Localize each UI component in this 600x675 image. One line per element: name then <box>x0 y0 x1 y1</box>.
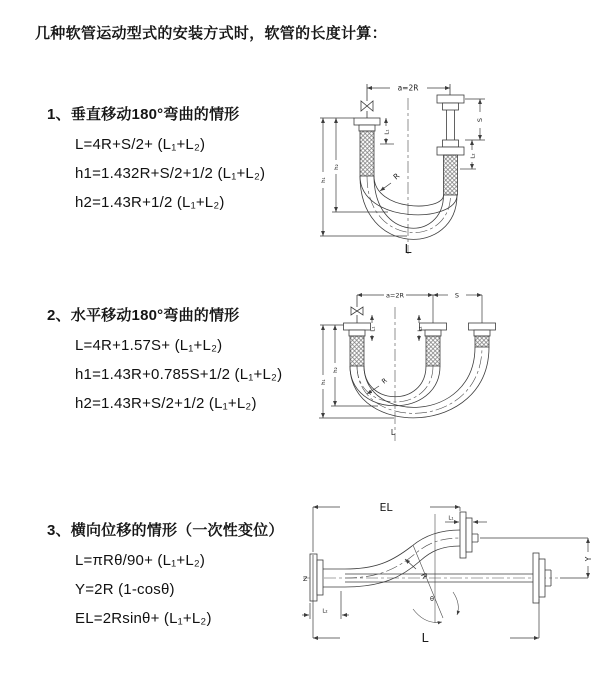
dim-label-a2r: a=2R <box>397 83 419 93</box>
formula-line: h2=1.43R+1/2 (L₁+L₂) <box>75 194 225 211</box>
section-lateral-displacement <box>35 519 315 627</box>
section-heading: 1、垂直移动180°弯曲的情形 <box>47 106 240 123</box>
hose-braid-left <box>360 131 374 176</box>
dim-label-s: S <box>454 291 460 300</box>
dim-l <box>313 555 539 638</box>
section-horizontal-bend <box>35 304 315 412</box>
flange-middle <box>417 323 447 366</box>
axis-mark: Z <box>303 575 308 583</box>
dim-label-h1: h₁ <box>321 379 327 385</box>
dim-label-h1: h₁ <box>321 177 327 183</box>
hose-s-curve <box>345 530 460 587</box>
hose-u-curves <box>350 347 489 418</box>
flange-left <box>344 323 371 366</box>
diagram-lateral-displacement <box>300 497 600 659</box>
formula-line: h2=1.43R+S/2+1/2 (L₁+L₂) <box>75 395 257 412</box>
dim-label-l: L <box>421 630 429 645</box>
formula-line: h1=1.432R+S/2+1/2 (L₁+L₂) <box>75 165 266 182</box>
formula-line: h1=1.43R+0.785S+1/2 (L₁+L₂) <box>75 366 283 383</box>
dim-label-h2: h₂ <box>334 164 340 170</box>
valve-icon <box>361 84 373 118</box>
radius-leader <box>367 386 379 394</box>
formula-line: L=πRθ/90+ (L₁+L₂) <box>75 552 206 569</box>
flange-right-lower <box>533 553 551 603</box>
dim-label-a2r: a=2R <box>385 291 405 300</box>
dim-label-s: S <box>476 117 484 123</box>
radius-leader <box>380 183 391 191</box>
section-heading: 2、水平移动180°弯曲的情形 <box>47 307 240 324</box>
section-vertical-bend <box>35 103 315 211</box>
dim-a2r <box>357 295 482 323</box>
section-heading: 3、横向位移的情形（一次性变位） <box>47 522 284 539</box>
flange-left <box>354 118 380 131</box>
dim-label-r: R <box>380 376 389 386</box>
diagram-horizontal-180-bend <box>310 283 600 455</box>
dim-label-l1: L₁ <box>370 326 377 332</box>
flange-right <box>437 84 464 155</box>
flange-right-upper <box>460 512 478 558</box>
dim-label-l: L <box>404 241 412 256</box>
dim-label-l2: L₂ <box>322 608 328 615</box>
hose-u-curves <box>360 176 457 239</box>
dim-l2 <box>302 591 349 619</box>
dim-label-r: R <box>419 571 430 581</box>
formula-line: L=4R+S/2+ (L₁+L₂) <box>75 136 206 153</box>
valve-icon <box>351 295 363 323</box>
dim-label-r: R <box>391 171 402 182</box>
dim-label-l1: L₁ <box>384 129 391 135</box>
dim-label-l1: L₁ <box>448 515 454 522</box>
dim-label-l2: L₂ <box>470 153 477 159</box>
flange-left <box>310 554 345 601</box>
page-title: 几种软管运动型式的安装方式时，软管的长度计算： <box>35 25 387 42</box>
formula-line: EL=2Rsinθ+ (L₁+L₂) <box>75 610 212 627</box>
dim-label-l: L <box>390 428 396 437</box>
radius-leader <box>405 559 416 569</box>
flange-right <box>469 323 496 347</box>
diagram-vertical-180-bend <box>310 72 600 260</box>
dim-label-h2: h₂ <box>333 367 339 373</box>
angle-label-theta: θ <box>430 595 434 603</box>
dim-label-l2: L₂ <box>417 326 424 332</box>
dim-label-el: EL <box>379 501 393 514</box>
dim-label-y: Y <box>584 556 593 562</box>
hose-braid-right <box>444 155 458 195</box>
formula-line: Y=2R (1-cosθ) <box>75 581 175 598</box>
formula-line: L=4R+1.57S+ (L₁+L₂) <box>75 337 223 354</box>
